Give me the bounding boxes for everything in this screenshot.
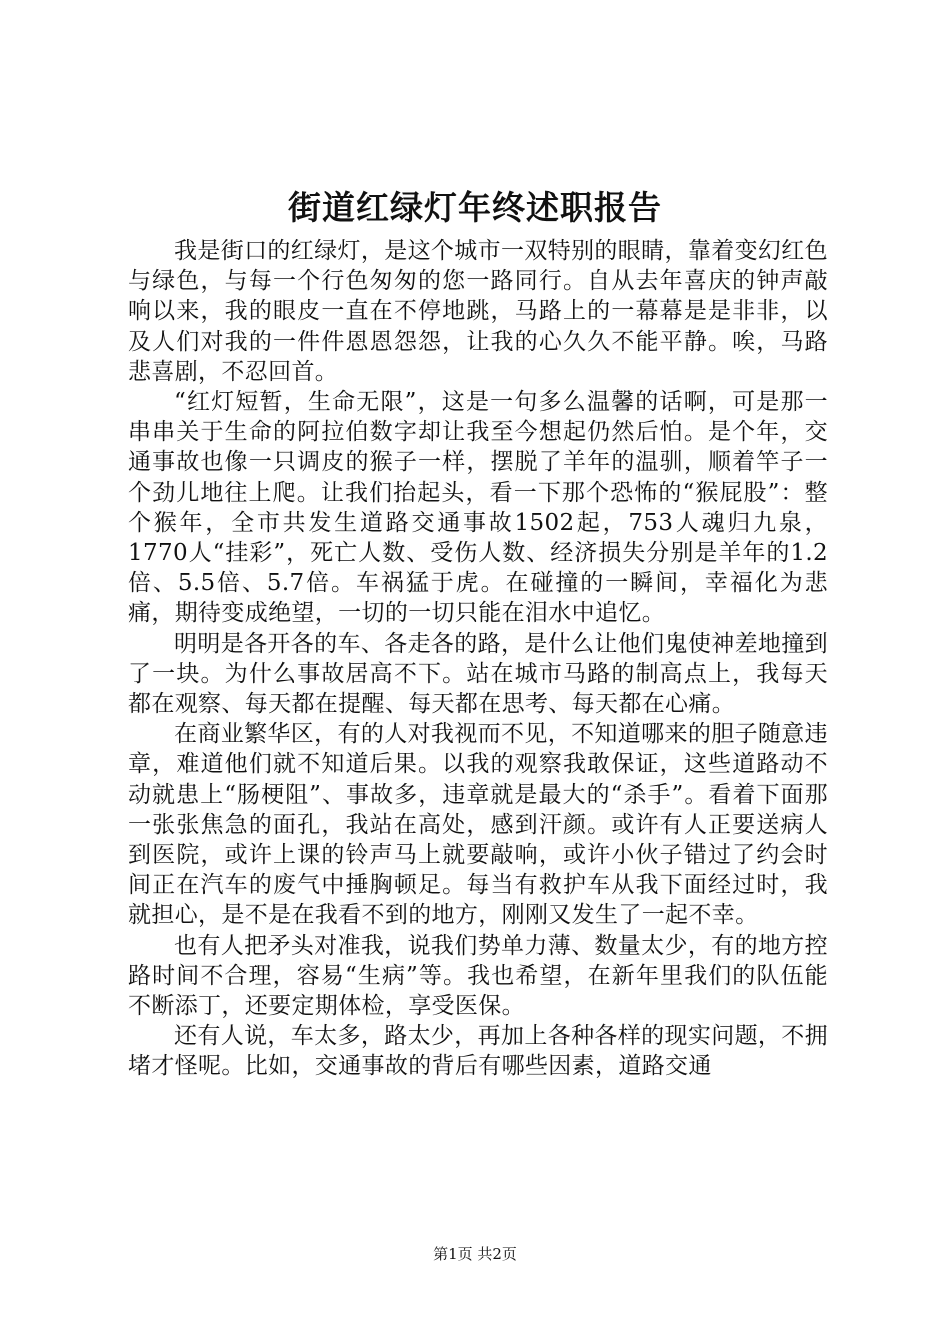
paragraph: “红灯短暂，生命无限”，这是一句多么温馨的话啊，可是那一串串关于生命的阿拉伯数字却让我至今想起仍然后怕。是个年，交通事故也像一只调皮的猴子一样，摆脱了羊年的温驯，顺着竿子一个劲儿地往上爬。让我们抬起头，看一下那个恐怖的“猴屁股”：整个猴年，全市共发生道路交通事故1502起，753人魂归九泉，1770人“挂彩”，死亡人数、受伤人数、经济损失分别是羊年的1.2倍、5.5倍、5.7倍。车祸猛于虎。在碰撞的一瞬间，幸福化为悲痛，期待变成绝望，一切的一切只能在泪水中追忆。 (128, 389, 828, 627)
paragraph: 也有人把矛头对准我，说我们势单力薄、数量太少，有的地方控路时间不合理，容易“生病”等。我也希望，在新年里我们的队伍能不断添丁，还要定期体检，享受医保。 (128, 932, 828, 1020)
document-title: 街道红绿灯年终述职报告 (288, 188, 662, 227)
paragraph: 还有人说，车太多，路太少，再加上各种各样的现实问题，不拥堵才怪呢。比如，交通事故的背后有哪些因素，道路交通 (128, 1023, 828, 1080)
paragraph: 我是街口的红绿灯，是这个城市一双特别的眼睛，靠着变幻红色与绿色，与每一个行色匆匆的您一路同行。自从去年喜庆的钟声敲响以来，我的眼皮一直在不停地跳，马路上的一幕幕是是非非，以及人们对我的一件件恩恩怨怨，让我的心久久不能平静。唉，马路悲喜剧，不忍回首。 (128, 238, 828, 385)
paragraph: 明明是各开各的车、各走各的路，是什么让他们鬼使神差地撞到了一块。为什么事故居高不下。站在城市马路的制高点上，我每天都在观察、每天都在提醒、每天都在思考、每天都在心痛。 (128, 630, 828, 718)
page-number-footer: 第1页 共2页 (433, 1245, 517, 1263)
document-body (128, 236, 828, 1082)
paragraph: 在商业繁华区，有的人对我视而不见，不知道哪来的胆子随意违章，难道他们就不知道后果。以我的观察我敢保证，这些道路动不动就患上“肠梗阻”、事故多，违章就是最大的“杀手”。看着下面那一张张焦急的面孔，我站在高处，感到汗颜。或许有人正要送病人到医院，或许上课的铃声马上就要敲响，或许小伙子错过了约会时间正在汽车的废气中捶胸顿足。每当有救护车从我下面经过时，我就担心，是不是在我看不到的地方，刚刚又发生了一起不幸。 (128, 721, 828, 929)
